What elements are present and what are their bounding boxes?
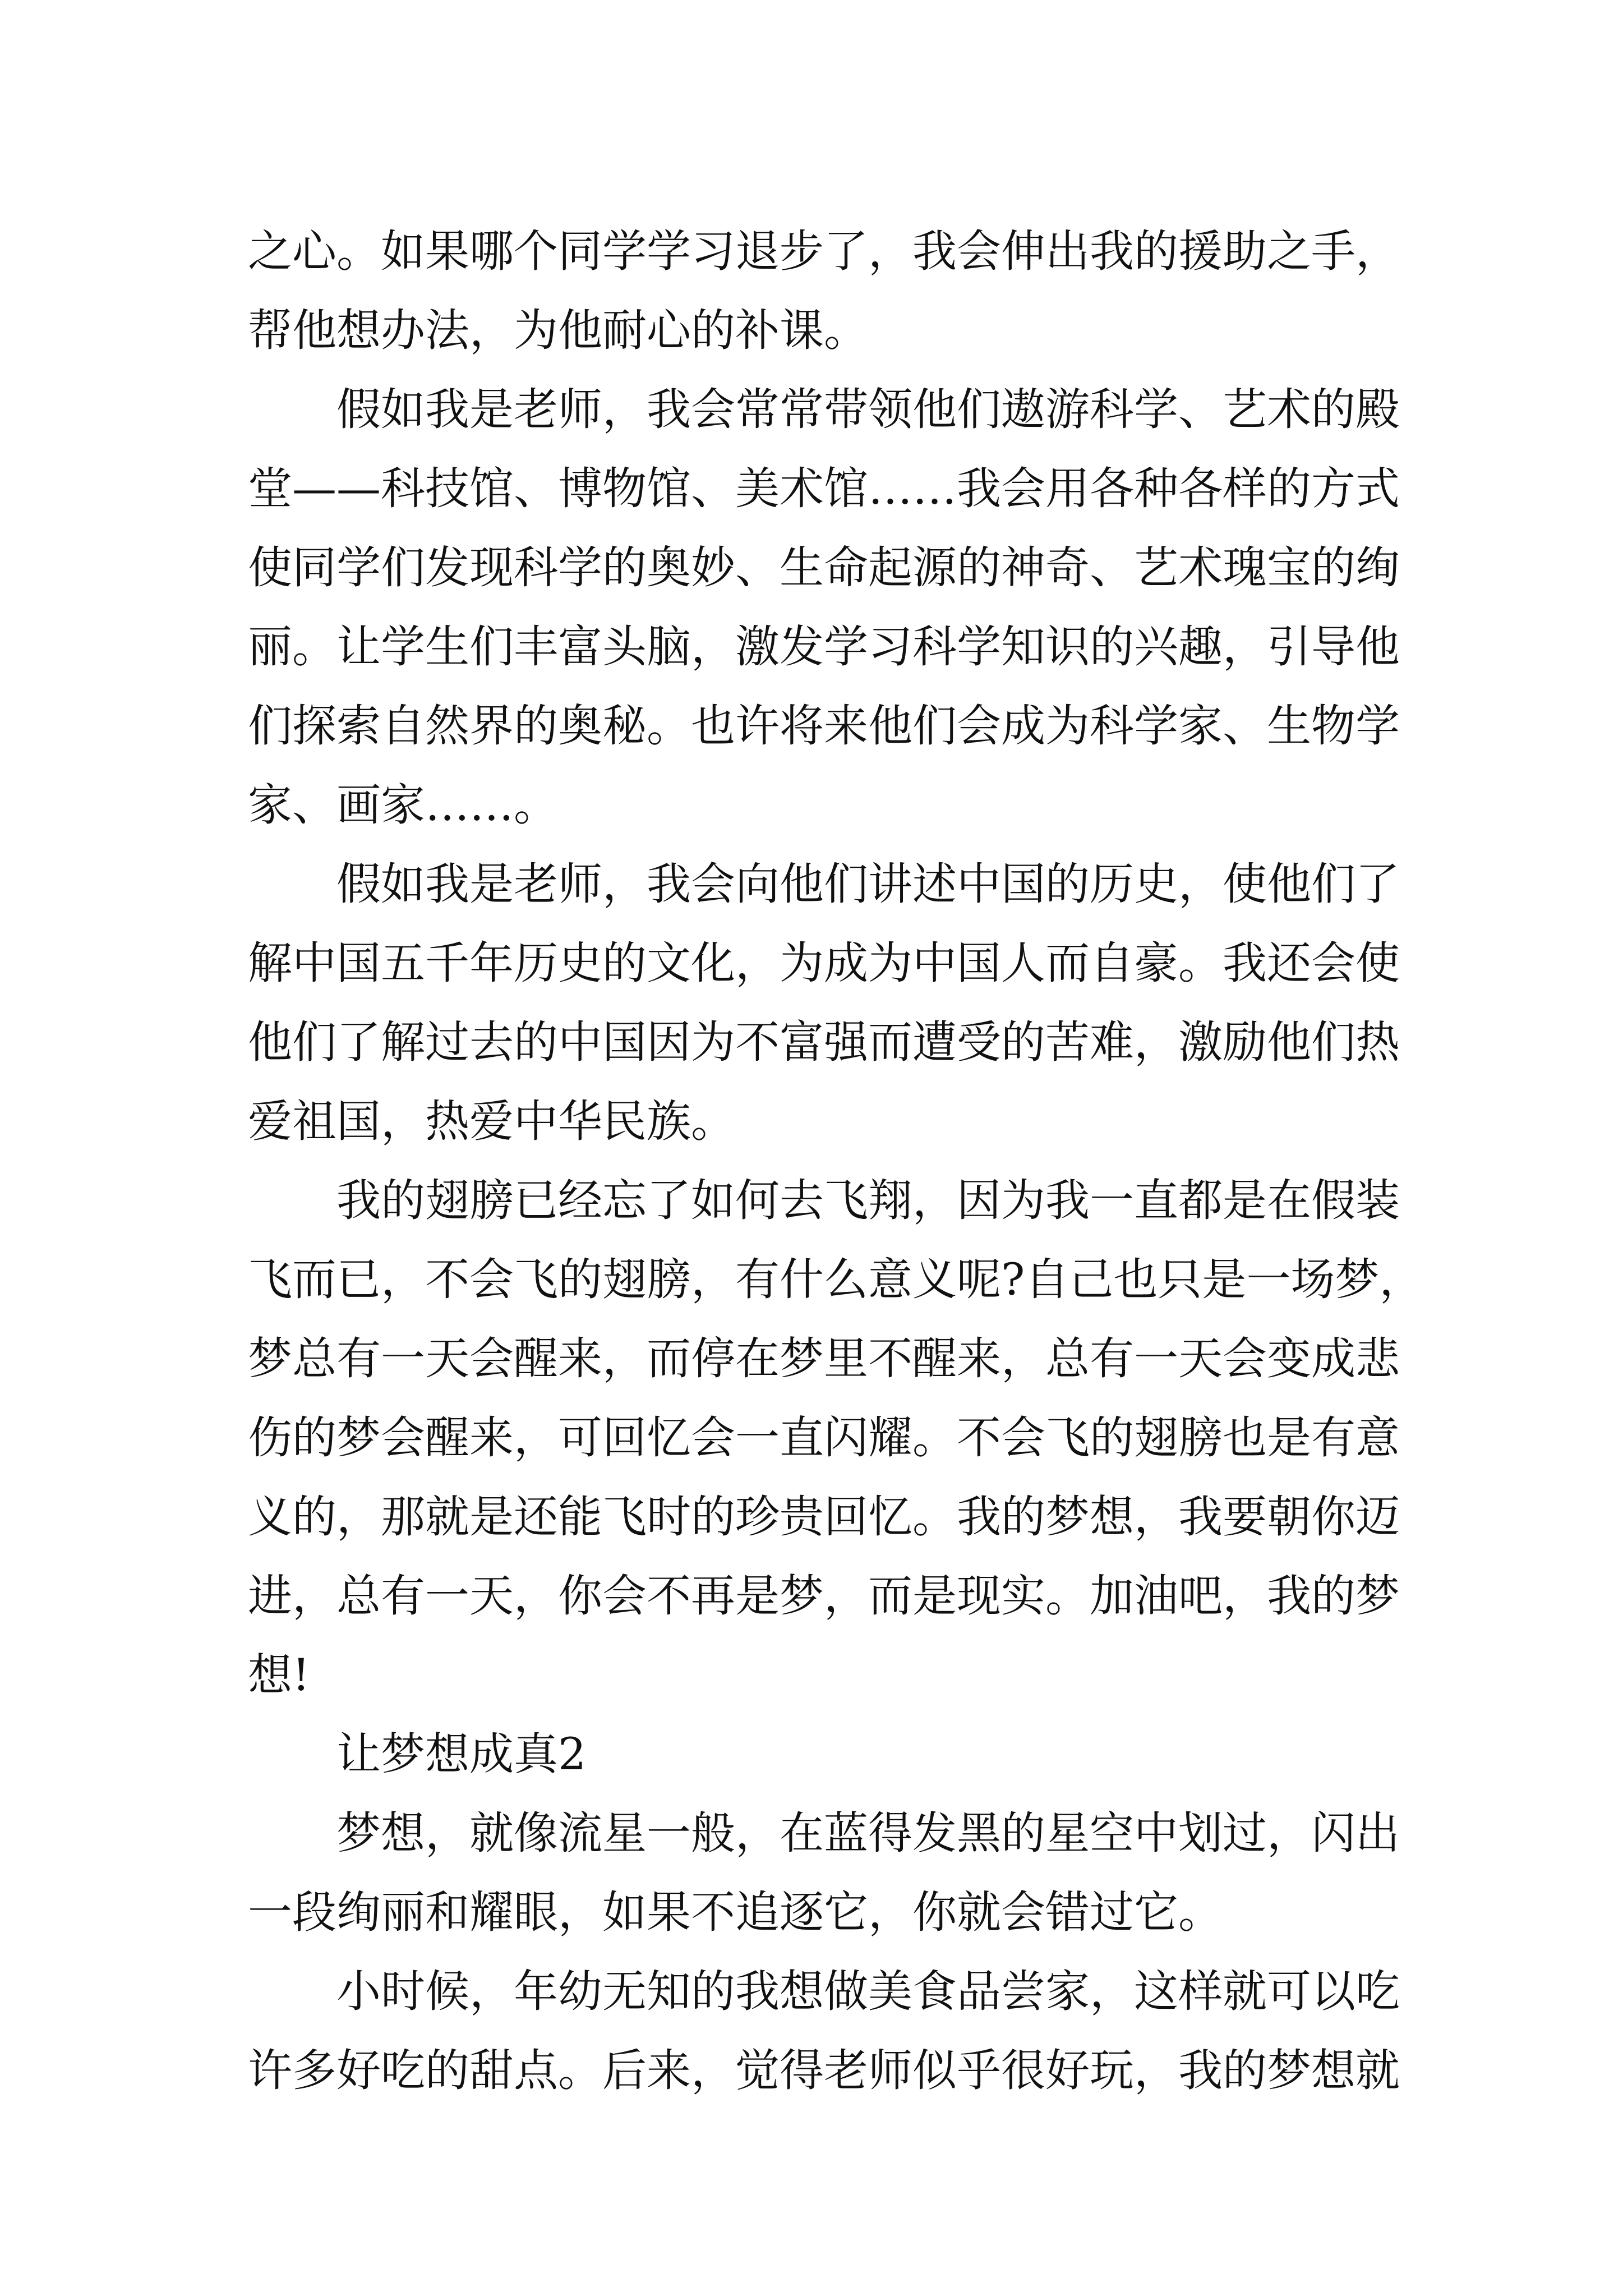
text-line: 使同学们发现科学的奥妙、生命起源的神奇、艺术瑰宝的绚	[248, 542, 1400, 593]
text-line: 许多好吃的甜点。后来，觉得老师似乎很好玩，我的梦想就	[248, 2045, 1400, 2096]
text-line: 之心。如果哪个同学学习退步了，我会伸出我的援助之手，	[248, 226, 1400, 277]
text-line: 伤的梦会醒来，可回忆会一直闪耀。不会飞的翅膀也是有意	[248, 1412, 1400, 1464]
text-line: 解中国五千年历史的文化，为成为中国人而自豪。我还会使	[248, 937, 1400, 989]
text-line: 假如我是老师，我会向他们讲述中国的历史，使他们了	[336, 858, 1400, 910]
text-line: 梦总有一天会醒来，而停在梦里不醒来，总有一天会变成悲	[248, 1333, 1400, 1384]
text-line: 们探索自然界的奥秘。也许将来他们会成为科学家、生物学	[248, 700, 1400, 752]
text-line: 爱祖国，热爱中华民族。	[248, 1096, 735, 1147]
text-line: 丽。让学生们丰富头脑，激发学习科学知识的兴趣，引导他	[248, 621, 1400, 673]
text-line: 义的，那就是还能飞时的珍贵回忆。我的梦想，我要朝你迈	[248, 1491, 1400, 1543]
text-line: 进，总有一天，你会不再是梦，而是现实。加油吧，我的梦	[248, 1570, 1400, 1622]
text-line: 一段绚丽和耀眼，如果不追逐它，你就会错过它。	[248, 1887, 1223, 1938]
text-line: 家、画家……。	[248, 779, 558, 831]
text-line: 他们了解过去的中国因为不富强而遭受的苦难，激励他们热	[248, 1016, 1400, 1068]
section-heading: 让梦想成真2	[336, 1728, 587, 1780]
text-line: 小时候，年幼无知的我想做美食品尝家，这样就可以吃	[336, 1966, 1400, 2017]
text-line: 想!	[248, 1649, 310, 1701]
text-line: 我的翅膀已经忘了如何去飞翔，因为我一直都是在假装	[336, 1175, 1400, 1226]
text-line: 飞而已，不会飞的翅膀，有什么意义呢?自己也只是一场梦，	[248, 1254, 1424, 1305]
text-line: 假如我是老师，我会常常带领他们遨游科学、艺术的殿	[336, 384, 1400, 435]
text-line: 堂——科技馆、博物馆、美术馆……我会用各种各样的方式	[248, 463, 1400, 514]
text-line: 帮他想办法，为他耐心的补课。	[248, 305, 868, 356]
text-line: 梦想，就像流星一般，在蓝得发黑的星空中划过，闪出	[336, 1807, 1400, 1859]
